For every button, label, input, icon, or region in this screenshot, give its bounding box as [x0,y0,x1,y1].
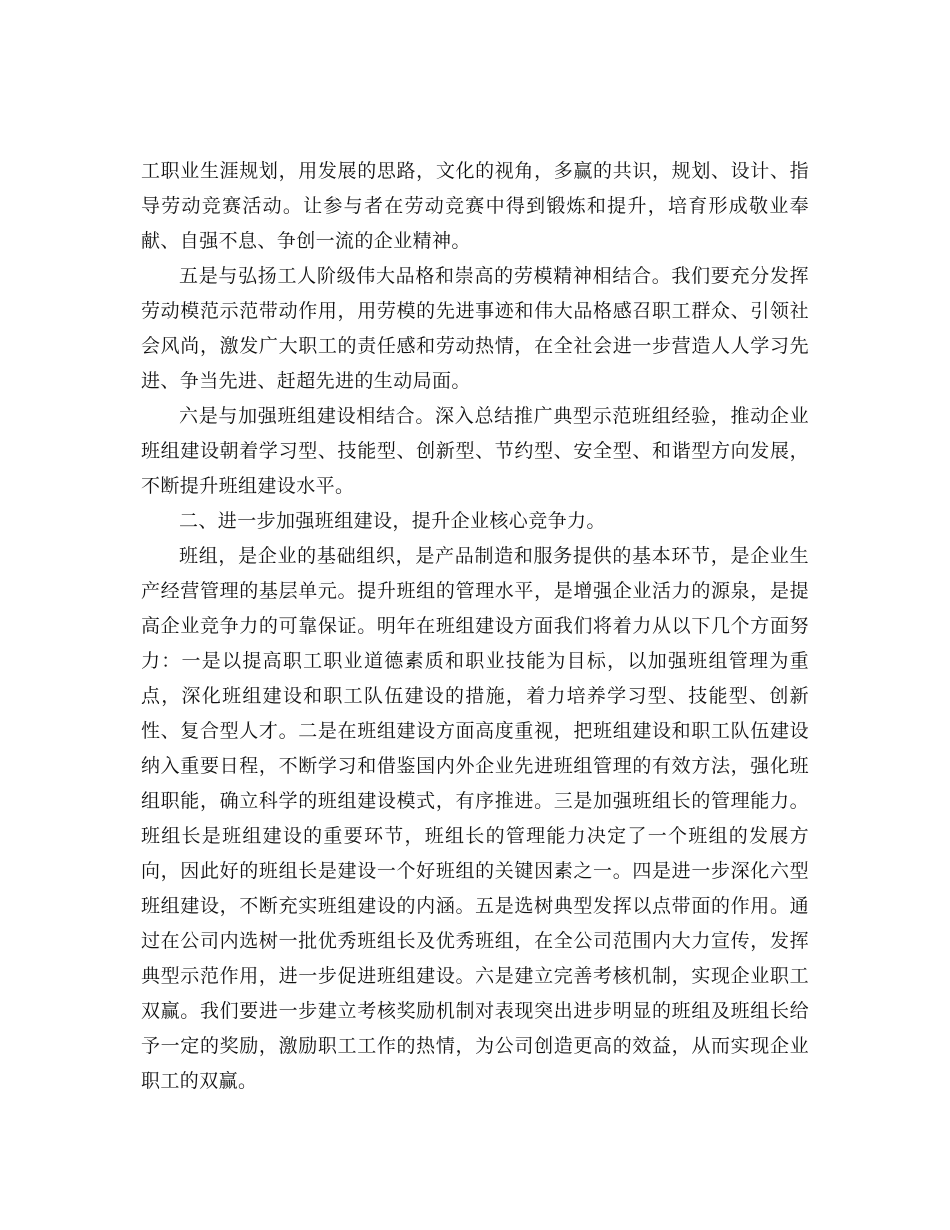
paragraph-model-worker-spirit: 五是与弘扬工人阶级伟大品格和崇高的劳模精神相结合。我们要充分发挥劳动模范示范带动作用，用劳模的先进事迹和伟大品格感召职工群众、引领社会风尚，激发广大职工的责任感和劳动热情，在全社会进一步营造人人学习先进、争当先进、赶超先进的生动局面。 [141,265,809,392]
section-heading-team-building: 二、进一步加强班组建设，提升企业核心竞争力。 [179,510,606,532]
paragraph-career-planning: 工职业生涯规划，用发展的思路，文化的视角，多赢的共识，规划、设计、指导劳动竞赛活动。让参与者在劳动竞赛中得到锻炼和提升，培育形成敬业奉献、自强不息、争创一流的企业精神。 [141,160,809,252]
paragraph-team-foundation: 班组，是企业的基础组织，是产品制造和服务提供的基本环节，是企业生产经营管理的基层单元。提升班组的管理水平，是增强企业活力的源泉，是提高企业竞争力的可靠保证。明年在班组建设方面我们将着力从以下几个方面努力：一是以提高职工职业道德素质和职业技能为目标，以加强班组管理为重点，深化班组建设和职工队伍建设的措施，着力培养学习型、技能型、创新性、复合型人才。二是在班组建设方面高度重视，把班组建设和职工队伍建设纳入重要日程，不断学习和借鉴国内外企业先进班组管理的有效方法，强化班组职能，确立科学的班组建设模式，有序推进。三是加强班组长的管理能力。班组长是班组建设的重要环节，班组长的管理能力决定了一个班组的发展方向，因此好的班组长是建设一个好班组的关键因素之一。四是进一步深化六型班组建设，不断充实班组建设的内涵。五是选树典型发挥以点带面的作用。通过在公司内选树一批优秀班组长及优秀班组，在全公司范围内大力宣传，发挥典型示范作用，进一步促进班组建设。六是建立完善考核机制，实现企业职工双赢。我们要进一步建立考核奖励机制对表现突出进步明显的班组及班组长给予一定的奖励，激励职工工作的热情，为公司创造更高的效益，从而实现企业职工的双赢。 [141,545,809,1092]
paragraph-team-building: 六是与加强班组建设相结合。深入总结推广典型示范班组经验，推动企业班组建设朝着学习型、技能型、创新型、节约型、安全型、和谐型方向发展，不断提升班组建设水平。 [141,405,809,497]
document-body [141,154,809,1099]
